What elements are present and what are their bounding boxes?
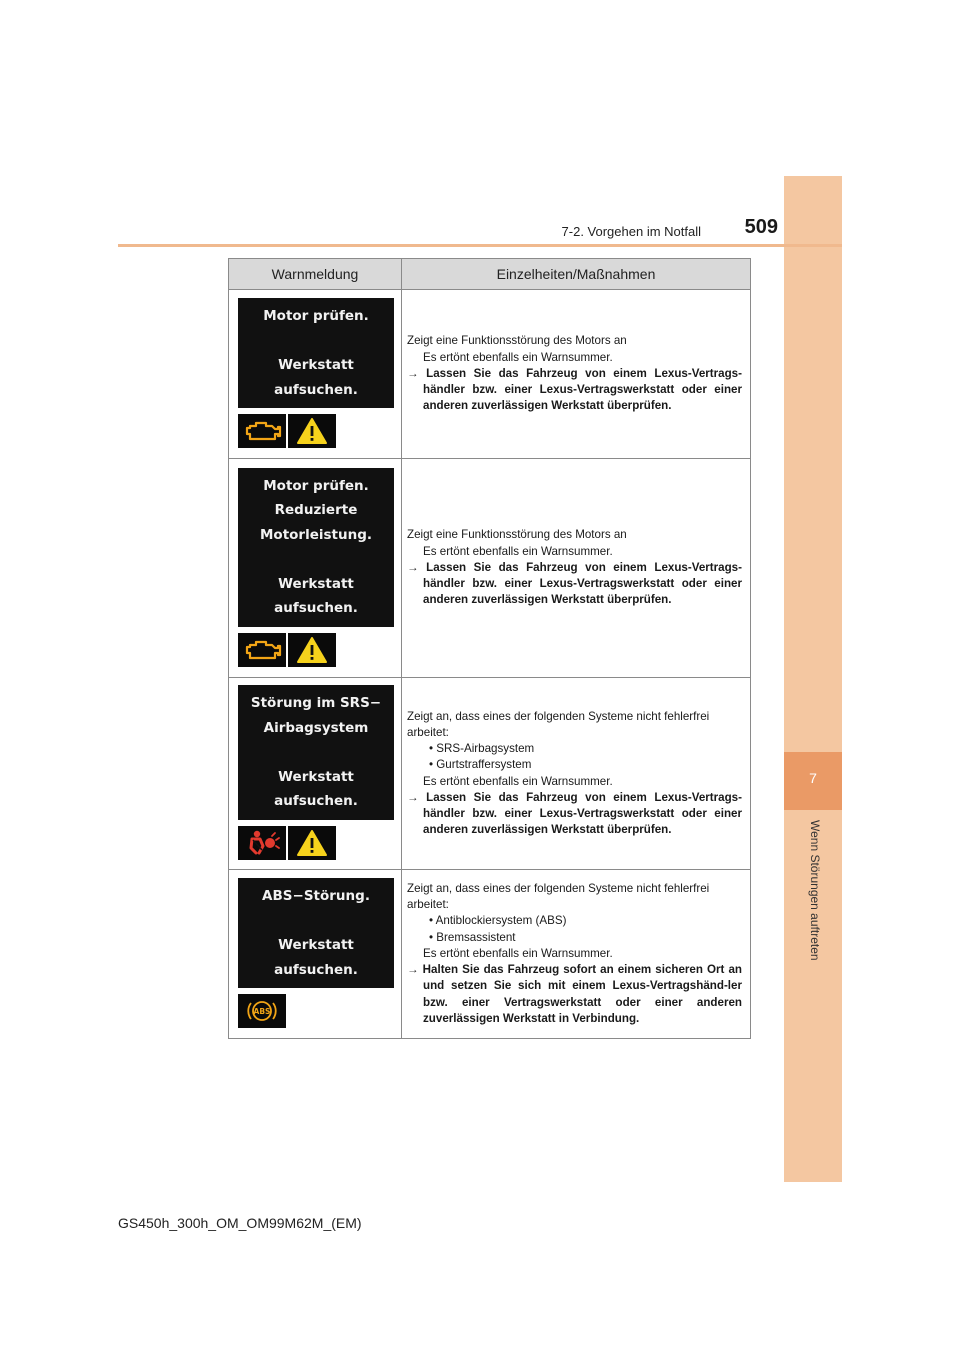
chapter-number: 7 — [809, 770, 817, 786]
abs-warning-icon — [238, 994, 286, 1028]
display-line: Werkstatt — [278, 575, 354, 592]
details-cell — [402, 870, 751, 1039]
footer-model-code: GS450h_300h_OM_OM99M62M_(EM) — [118, 1215, 362, 1231]
desc-action — [407, 560, 742, 609]
display-screen — [238, 878, 394, 988]
details-cell — [402, 678, 751, 870]
display-screen — [238, 685, 394, 820]
master-warning-icon — [288, 633, 336, 667]
bullet-text: SRS-Airbagsystem — [436, 742, 535, 756]
display-line-gap — [238, 329, 394, 354]
warning-icons — [238, 633, 401, 669]
display-line: Motor prüfen. — [263, 308, 369, 324]
arrow-icon: → — [407, 963, 419, 977]
section-title: 7-2. Vorgehen im Notfall — [561, 224, 701, 239]
display-screen — [238, 468, 394, 627]
action-text: Halten Sie das Fahrzeug sofort an einem sicheren Ort an und setzen Sie sich mit einem Lexus-Vertragshänd-ler bzw. einer Vertragswerkstatt oder einer anderen zuverlässigen Werkstatt in Verbindung. — [422, 963, 742, 1025]
bullet-text: Bremsassistent — [436, 930, 516, 944]
display-line: aufsuchen. — [274, 793, 358, 810]
display-line: Werkstatt — [278, 768, 354, 785]
table-row — [229, 290, 751, 459]
desc-bullet: • Antiblockiersystem (ABS) — [429, 914, 567, 928]
details-cell — [402, 290, 751, 459]
display-line: Airbagsystem — [263, 719, 369, 736]
col-header-details: Einzelheiten/Maßnahmen — [402, 259, 751, 290]
desc-intro: Zeigt an, dass eines der folgenden Systeme nicht fehlerfrei arbeitet: — [407, 709, 710, 739]
col-header-warning-message: Warnmeldung — [229, 259, 402, 290]
engine-warning-icon — [238, 633, 286, 667]
display-line: Motor prüfen. — [263, 477, 369, 494]
desc-action — [407, 790, 742, 839]
desc-intro: Zeigt eine Funktionsstörung des Motors an — [407, 334, 627, 348]
display-line: ABS−Störung. — [262, 888, 370, 904]
warning-display-cell — [229, 290, 402, 459]
display-line: Werkstatt — [278, 937, 354, 953]
arrow-icon: → — [407, 790, 419, 804]
desc-buzzer: Es ertönt ebenfalls ein Warnsummer. — [423, 774, 613, 788]
desc-bullet: • SRS-Airbagsystem — [429, 742, 535, 756]
chapter-tab[interactable] — [784, 752, 842, 810]
display-line: Störung im SRS− — [250, 695, 382, 712]
desc-buzzer: Es ertönt ebenfalls ein Warnsummer. — [423, 350, 613, 364]
table-row — [229, 870, 751, 1039]
header-rule — [118, 244, 842, 247]
arrow-icon: → — [407, 366, 419, 380]
display-line-gap — [238, 740, 394, 765]
desc-intro: Zeigt eine Funktionsstörung des Motors an — [407, 528, 627, 542]
warning-display-cell — [229, 678, 402, 870]
table-header-row — [229, 259, 751, 290]
action-text: Lassen Sie das Fahrzeug von einem Lexus-Vertrags-händler bzw. einer Lexus-Vertragswerkstatt oder einer anderen zuverlässigen Werkstatt überprüfen. — [423, 560, 742, 607]
desc-bullet: • Gurtstraffersystem — [429, 758, 532, 772]
warning-display-cell — [229, 459, 402, 678]
srs-airbag-icon — [238, 826, 286, 860]
display-screen — [238, 298, 394, 408]
details-cell — [402, 459, 751, 678]
desc-action — [407, 962, 742, 1027]
bullet-text: Antiblockiersystem (ABS) — [435, 914, 567, 928]
chapter-title-vertical — [806, 820, 826, 980]
display-line: Reduzierte — [274, 502, 358, 518]
display-line: aufsuchen. — [274, 381, 358, 398]
action-text: Lassen Sie das Fahrzeug von einem Lexus-Vertrags-händler bzw. einer Lexus-Vertragswerkstatt oder einer anderen zuverlässigen Werkstatt überprüfen. — [423, 790, 742, 837]
warning-icons — [238, 826, 401, 862]
desc-buzzer: Es ertönt ebenfalls ein Warnsummer. — [423, 544, 613, 558]
warning-icons — [238, 414, 401, 450]
warning-display-cell — [229, 870, 402, 1039]
chapter-side-band — [784, 176, 842, 1182]
display-line: aufsuchen. — [274, 961, 358, 978]
display-line: Werkstatt — [278, 357, 354, 373]
display-line: aufsuchen. — [274, 600, 358, 616]
chapter-title: Wenn Störungen auftreten — [808, 820, 822, 961]
page-number: 509 — [744, 216, 778, 238]
action-text: Lassen Sie das Fahrzeug von einem Lexus-Vertrags-händler bzw. einer Lexus-Vertragswerkstatt oder einer anderen zuverlässigen Werkstatt überprüfen. — [423, 366, 742, 413]
table-row — [229, 459, 751, 678]
desc-bullet: • Bremsassistent — [429, 930, 516, 944]
warning-message-table — [228, 258, 751, 1039]
display-line-gap — [238, 909, 394, 934]
bullet-text: Gurtstraffersystem — [436, 758, 532, 772]
table-row — [229, 678, 751, 870]
master-warning-icon — [288, 414, 336, 448]
desc-buzzer: Es ertönt ebenfalls ein Warnsummer. — [423, 946, 613, 960]
desc-action — [407, 366, 742, 415]
display-line-gap — [238, 547, 394, 572]
desc-intro: Zeigt an, dass eines der folgenden Systeme nicht fehlerfrei arbeitet: — [407, 882, 710, 912]
abs-label: ABS — [253, 1007, 271, 1016]
arrow-icon: → — [407, 560, 419, 574]
warning-icons — [238, 994, 401, 1030]
master-warning-icon — [288, 826, 336, 860]
display-line: Motorleistung. — [259, 526, 372, 543]
engine-warning-icon — [238, 414, 286, 448]
